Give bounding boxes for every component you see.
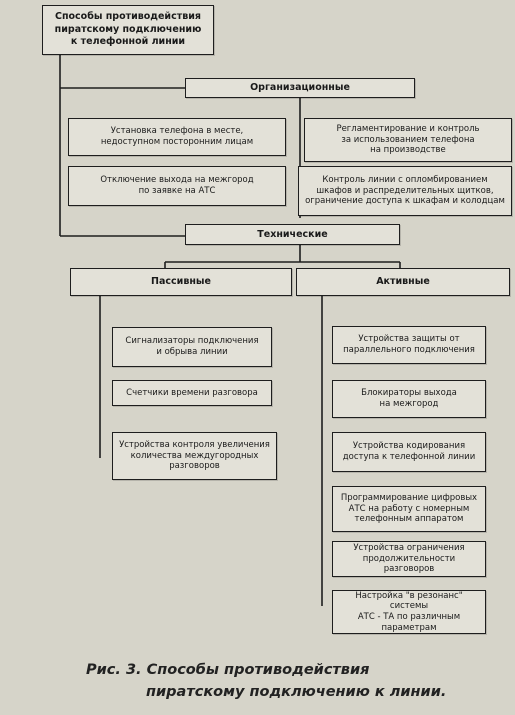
active-item-1: Устройства защиты от параллельного подключения (332, 326, 486, 364)
active-item-6: Настройка "в резонанс" системы АТС - ТА по различным параметрам (332, 590, 486, 634)
figure-caption-line-2: пиратскому подключению к линии. (146, 684, 447, 700)
org-item-1: Установка телефона в месте, недоступном посторонним лицам (68, 118, 286, 156)
org-item-4: Контроль линии с опломбированием шкафов и распределительных щитков, ограничение доступа к шкафам и колодцам (298, 166, 512, 216)
active-item-2: Блокираторы выхода на межгород (332, 380, 486, 418)
passive-item-2: Счетчики времени разговора (112, 380, 272, 406)
organizational-header: Организационные (185, 78, 415, 98)
org-item-3: Отключение выхода на межгород по заявке на АТС (68, 166, 286, 206)
figure-caption-line-1: Рис. 3. Способы противодействия (86, 662, 370, 678)
org-item-2: Регламентирование и контроль за использованием телефона на производстве (304, 118, 512, 162)
passive-item-1: Сигнализаторы подключения и обрыва линии (112, 327, 272, 367)
passive-header: Пассивные (70, 268, 292, 296)
active-item-5: Устройства ограничения продолжительности разговоров (332, 541, 486, 577)
active-item-3: Устройства кодирования доступа к телефонной линии (332, 432, 486, 472)
passive-item-3: Устройства контроля увеличения количества междугородных разговоров (112, 432, 277, 480)
technical-header: Технические (185, 224, 400, 245)
root-box: Способы противодействия пиратскому подключению к телефонной линии (42, 5, 214, 55)
active-header: Активные (296, 268, 510, 296)
active-item-4: Программирование цифровых АТС на работу с номерным телефонным аппаратом (332, 486, 486, 532)
